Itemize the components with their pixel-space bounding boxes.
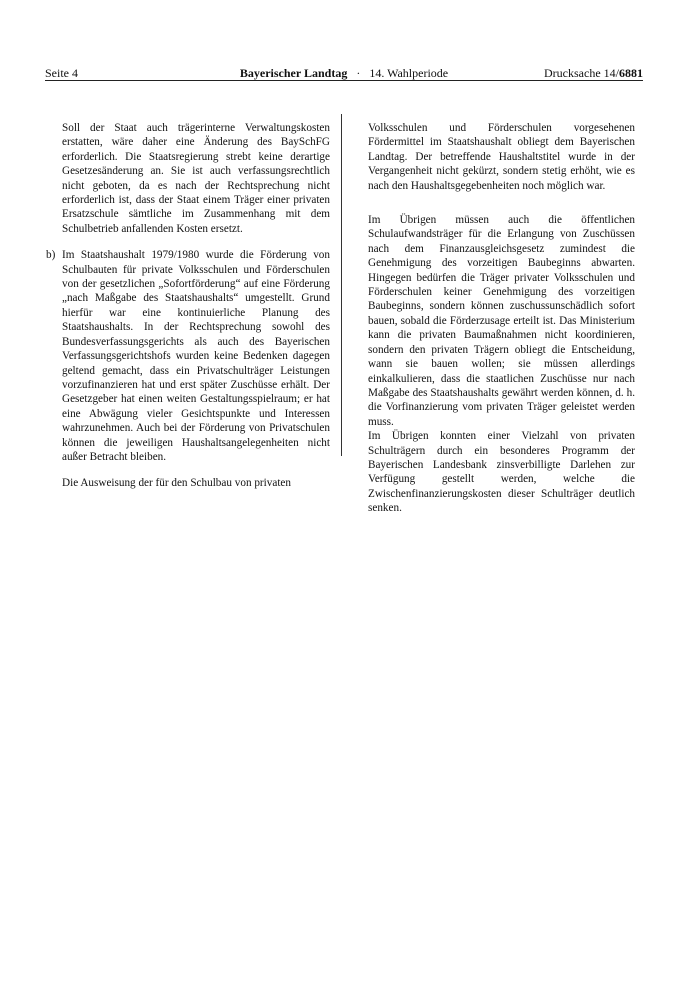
column-divider bbox=[341, 114, 342, 456]
right-paragraph-3: Im Übrigen konnten einer Vielzahl von privaten Schulträgern durch ein besonderes Programm der Bayerischen Landesbank zinsverbilligte Darlehen zur Verfügung gestellt werden, welche die Zwischenfinanzierungskosten dieser Schulträger deutlich senken. bbox=[368, 430, 635, 515]
page-number: Seite 4 bbox=[45, 66, 78, 80]
left-column bbox=[46, 121, 330, 491]
list-label-b: b) bbox=[46, 249, 56, 262]
left-paragraph-b-text: Im Staatshaushalt 1979/1980 wurde die Förderung von Schulbauten für private Volksschulen und Förderschulen von der gesetzlichen „Sofortförderung“ auf eine Förderung „nach Maßgabe des Staatshaushalts“ umgestellt. Grund hierfür war eine kontinuierliche Planung des Staatshaushalts. In der Rechtsprechung sowohl des Bundesverfassungsgerichts als auch des Bayerischen Verfassungsgerichtshofs wurden keine Bedenken dagegen geltend gemacht, dass ein Privatschulträger Leistungen vorzufinanzieren hat und erst später Zuschüsse erhält. Der Gesetzgeber hat einen weiten Gestaltungsspielraum; er hat eine Abwägung vieler Gesichtspunkte und Interessen wahrzunehmen. Auch bei der Förderung von Privatschulen können die jeweiligen Haushaltsangelegenheiten nicht außer Betracht bleiben. bbox=[62, 249, 330, 463]
header-rule bbox=[45, 80, 643, 81]
parliament-name: Bayerischer Landtag bbox=[239, 66, 348, 80]
document-number bbox=[544, 66, 643, 80]
legislative-period: 14. Wahlperiode bbox=[369, 66, 449, 80]
document-number-value: 6881 bbox=[619, 66, 643, 80]
left-paragraph-1: Soll der Staat auch trägerinterne Verwaltungskosten erstatten, wäre daher eine Änderung des BaySchFG erforderlich. Die Staatsregierung strebt keine derartige Gesetzesänderung an. Sie ist auch verfassungsrechtlich nicht geboten, da es nach der Rechtsprechung nicht erforderlich ist, dass der Staat einem Träger einer privaten Ersatzschule sämtliche im Zusammenhang mit dem Schulbetrieb anfallenden Kosten ersetzt. bbox=[62, 122, 330, 235]
left-paragraph-b bbox=[46, 248, 330, 464]
right-paragraph-2: Im Übrigen müssen auch die öffentlichen Schulaufwandsträger für die Erlangung von Zuschüssen nach dem Finanzausgleichsgesetz zumindest die Genehmigung des vorzeitigen Baubeginns abwarten. Hingegen bedürfen die Träger privater Volksschulen und Förderschulen keiner Genehmigung des vorzeitigen Baubeginns, sondern können zuschussunschädlich sofort bauen, sobald die Förderzusage erteilt ist. Das Ministerium kann die privaten Baumaßnahmen nicht koordinieren, sondern den privaten Trägern obliegt die Entscheidung, wann sie bauen wollen; sie müssen allerdings einkalkulieren, dass die staatlichen Zuschüsse nur nach Maßgabe des Staatshaushalts gewährt werden können, d. h. die Vorfinanzierung vom privaten Träger geleistet werden muss. bbox=[368, 214, 635, 428]
right-paragraph-1: Volksschulen und Förderschulen vorgesehenen Fördermittel im Staatshaushalt obliegt dem Bayerischen Landtag. Der betreffende Haushaltstitel wurde in der Vergangenheit nicht gekürzt, sondern stetig erhöht, wie es nach den Haushaltsgegebenheiten noch möglich war. bbox=[368, 122, 635, 192]
right-column bbox=[368, 121, 635, 516]
header-separator: · bbox=[356, 66, 361, 80]
left-paragraph-3: Die Ausweisung der für den Schulbau von privaten bbox=[62, 477, 291, 490]
document-number-prefix: Drucksache 14/ bbox=[544, 66, 619, 80]
